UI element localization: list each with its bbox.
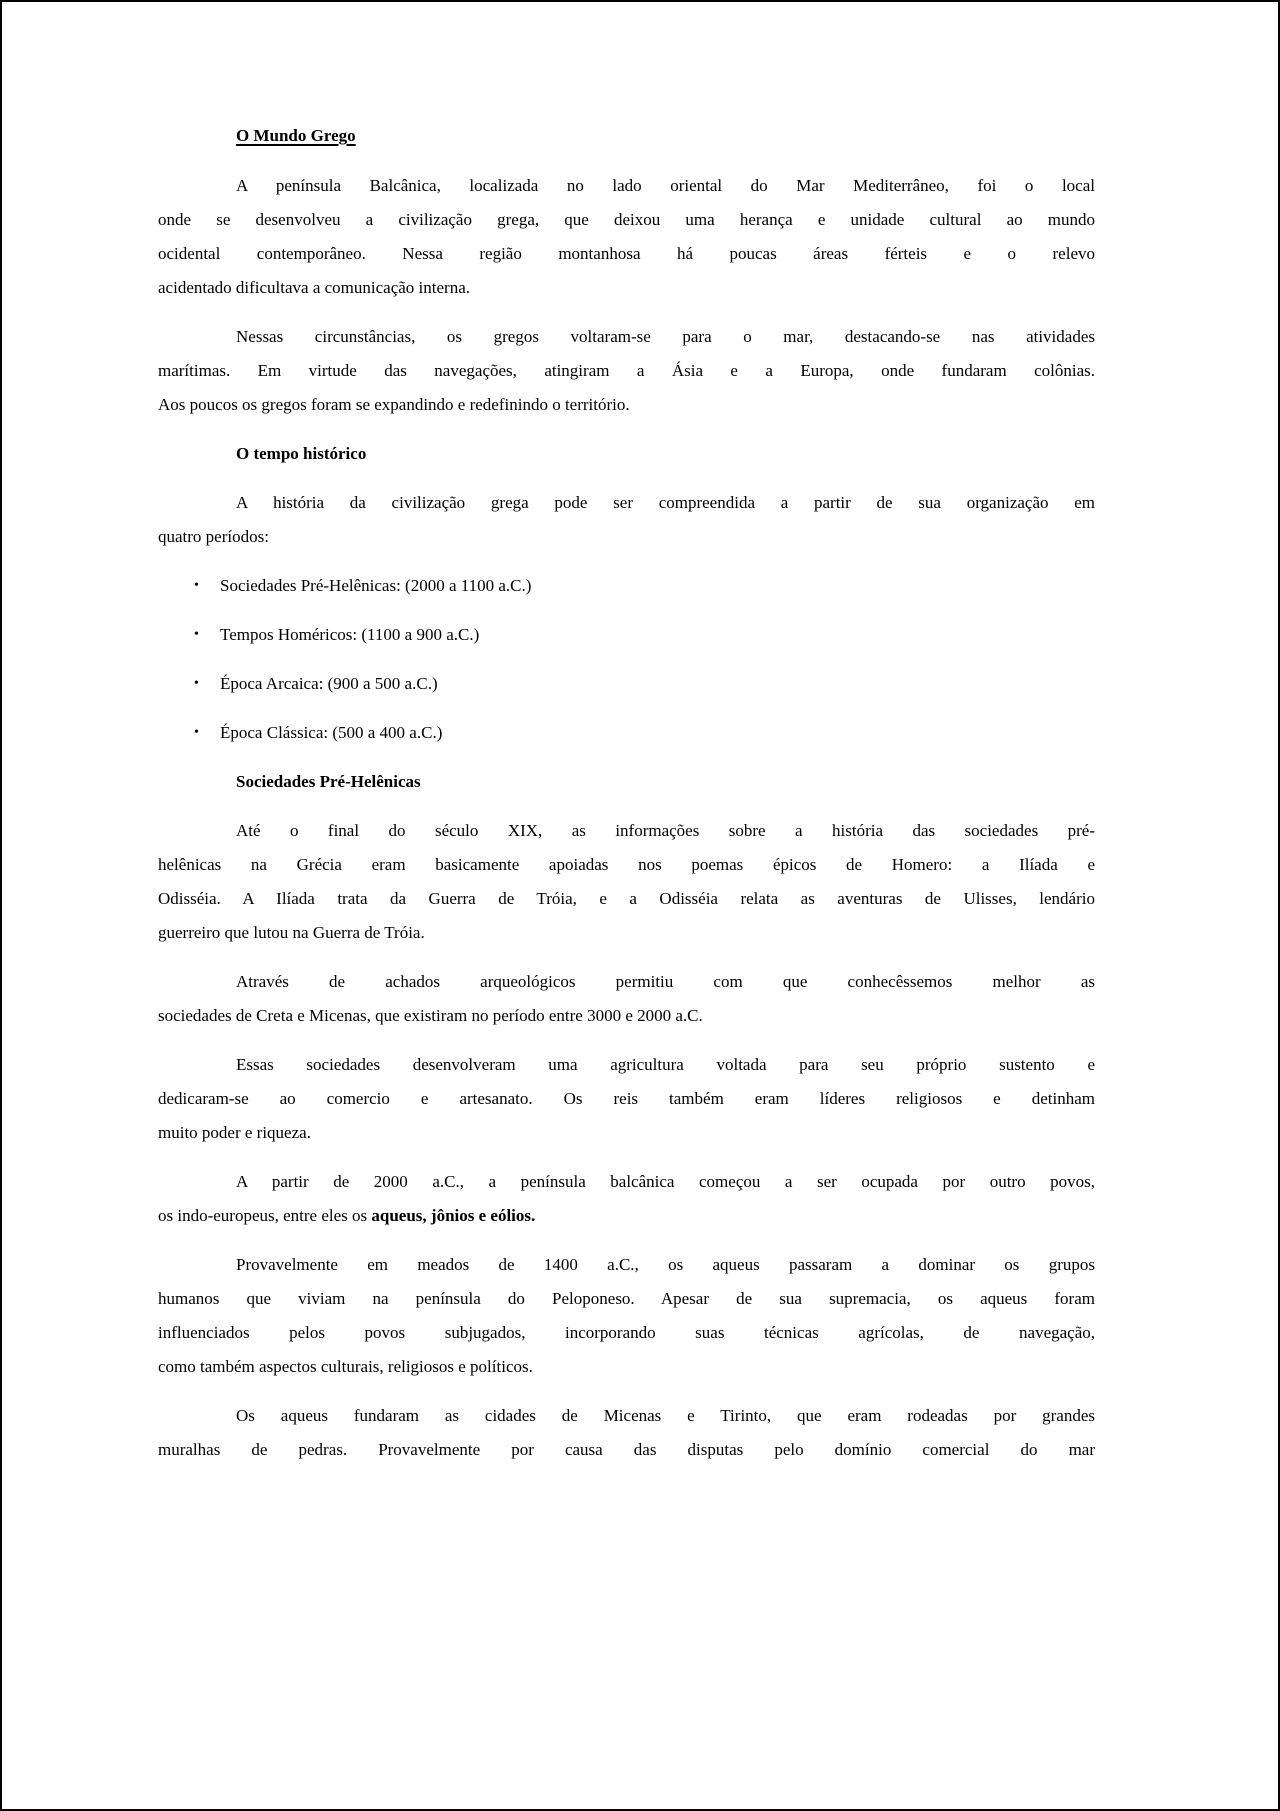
bullet-icon: • — [194, 578, 199, 593]
paragraph-line: sociedades de Creta e Micenas, que existiram no período entre 3000 e 2000 a.C. — [158, 1006, 703, 1025]
paragraph-line: ocidental contemporâneo. Nessa região montanhosa há poucas áreas férteis e o relevo — [158, 244, 1095, 263]
list-item-label: Sociedades Pré-Helênicas: (2000 a 1100 a.C.) — [220, 576, 532, 595]
paragraph-line: como também aspectos culturais, religiosos e políticos. — [158, 1357, 533, 1376]
paragraph-line: Essas sociedades desenvolveram uma agricultura voltada para seu próprio sustento e — [236, 1055, 1095, 1074]
list-item-label: Época Arcaica: (900 a 500 a.C.) — [220, 674, 438, 693]
paragraph-line: A história da civilização grega pode ser compreendida a partir de sua organização em — [236, 493, 1095, 512]
section-heading-sociedades-pre-helenicas: Sociedades Pré-Helênicas — [236, 772, 421, 791]
paragraph-historia-civilizacao — [158, 486, 1095, 554]
document-title-text: O Mundo Grego — [236, 126, 356, 145]
paragraph-ate-o-final-seculo-xix — [158, 814, 1095, 950]
paragraph-provavelmente-1400 — [158, 1248, 1095, 1384]
list-item-tempos-homericos — [158, 618, 1095, 652]
paragraph-peninsula-balcanica — [158, 169, 1095, 305]
paragraph-a-partir-de-2000 — [158, 1165, 1095, 1233]
list-item-label: Época Clássica: (500 a 400 a.C.) — [220, 723, 443, 742]
paragraph-line: Odisséia. A Ilíada trata da Guerra de Tróia, e a Odisséia relata as aventuras de Ulisses, lendário — [158, 889, 1095, 908]
paragraph-line: Nessas circunstâncias, os gregos voltaram-se para o mar, destacando-se nas atividades — [236, 327, 1095, 346]
paragraph-line: dedicaram-se ao comercio e artesanato. Os reis também eram líderes religiosos e detinham — [158, 1089, 1095, 1108]
periods-bullet-list — [158, 569, 1095, 750]
paragraph-line: humanos que viviam na península do Peloponeso. Apesar de sua supremacia, os aqueus foram — [158, 1289, 1095, 1308]
paragraph-run-plain: os indo-europeus, entre eles os — [158, 1206, 372, 1225]
paragraph-line: muralhas de pedras. Provavelmente por causa das disputas pelo domínio comercial do mar — [158, 1440, 1095, 1459]
bullet-icon: • — [194, 627, 199, 642]
paragraph-line — [158, 1199, 1095, 1233]
list-item-epoca-arcaica — [158, 667, 1095, 701]
paragraph-line: marítimas. Em virtude das navegações, atingiram a Ásia e a Europa, onde fundaram colônias. — [158, 361, 1095, 380]
document-content — [2, 2, 1278, 1467]
paragraph-line: acidentado dificultava a comunicação interna. — [158, 278, 470, 297]
paragraph-line: helênicas na Grécia eram basicamente apoiadas nos poemas épicos de Homero: a Ilíada e — [158, 855, 1095, 874]
list-item-sociedades-pre-helenicas — [158, 569, 1095, 603]
paragraph-essas-sociedades — [158, 1048, 1095, 1150]
paragraph-line: Aos poucos os gregos foram se expandindo e redefinindo o território. — [158, 395, 630, 414]
bullet-icon: • — [194, 725, 199, 740]
paragraph-aqueus-fundaram — [158, 1399, 1095, 1467]
paragraph-line: onde se desenvolveu a civilização grega, que deixou uma herança e unidade cultural ao mundo — [158, 210, 1095, 229]
paragraph-line: Os aqueus fundaram as cidades de Micenas e Tirinto, que eram rodeadas por grandes — [236, 1406, 1095, 1425]
list-item-epoca-classica — [158, 716, 1095, 750]
paragraph-run-bold: aqueus, jônios e eólios. — [371, 1206, 536, 1225]
paragraph-line: Provavelmente em meados de 1400 a.C., os aqueus passaram a dominar os grupos — [236, 1255, 1095, 1274]
bullet-icon: • — [194, 676, 199, 691]
section-heading-o-tempo-historico: O tempo histórico — [236, 444, 367, 463]
document-title — [158, 119, 1095, 153]
paragraph-line: A partir de 2000 a.C., a península balcânica começou a ser ocupada por outro povos, — [236, 1172, 1095, 1191]
paragraph-line: influenciados pelos povos subjugados, incorporando suas técnicas agrícolas, de navegação, — [158, 1323, 1095, 1342]
paragraph-nessas-circunstancias — [158, 320, 1095, 422]
paragraph-achados-arqueologicos — [158, 965, 1095, 1033]
paragraph-line: muito poder e riqueza. — [158, 1123, 311, 1142]
paragraph-line: guerreiro que lutou na Guerra de Tróia. — [158, 923, 425, 942]
paragraph-line: A península Balcânica, localizada no lado oriental do Mar Mediterrâneo, foi o local — [236, 176, 1095, 195]
paragraph-line: quatro períodos: — [158, 527, 269, 546]
paragraph-line: Através de achados arqueológicos permitiu com que conhecêssemos melhor as — [236, 972, 1095, 991]
list-item-label: Tempos Homéricos: (1100 a 900 a.C.) — [220, 625, 480, 644]
paragraph-line: Até o final do século XIX, as informações sobre a história das sociedades pré- — [236, 821, 1095, 840]
